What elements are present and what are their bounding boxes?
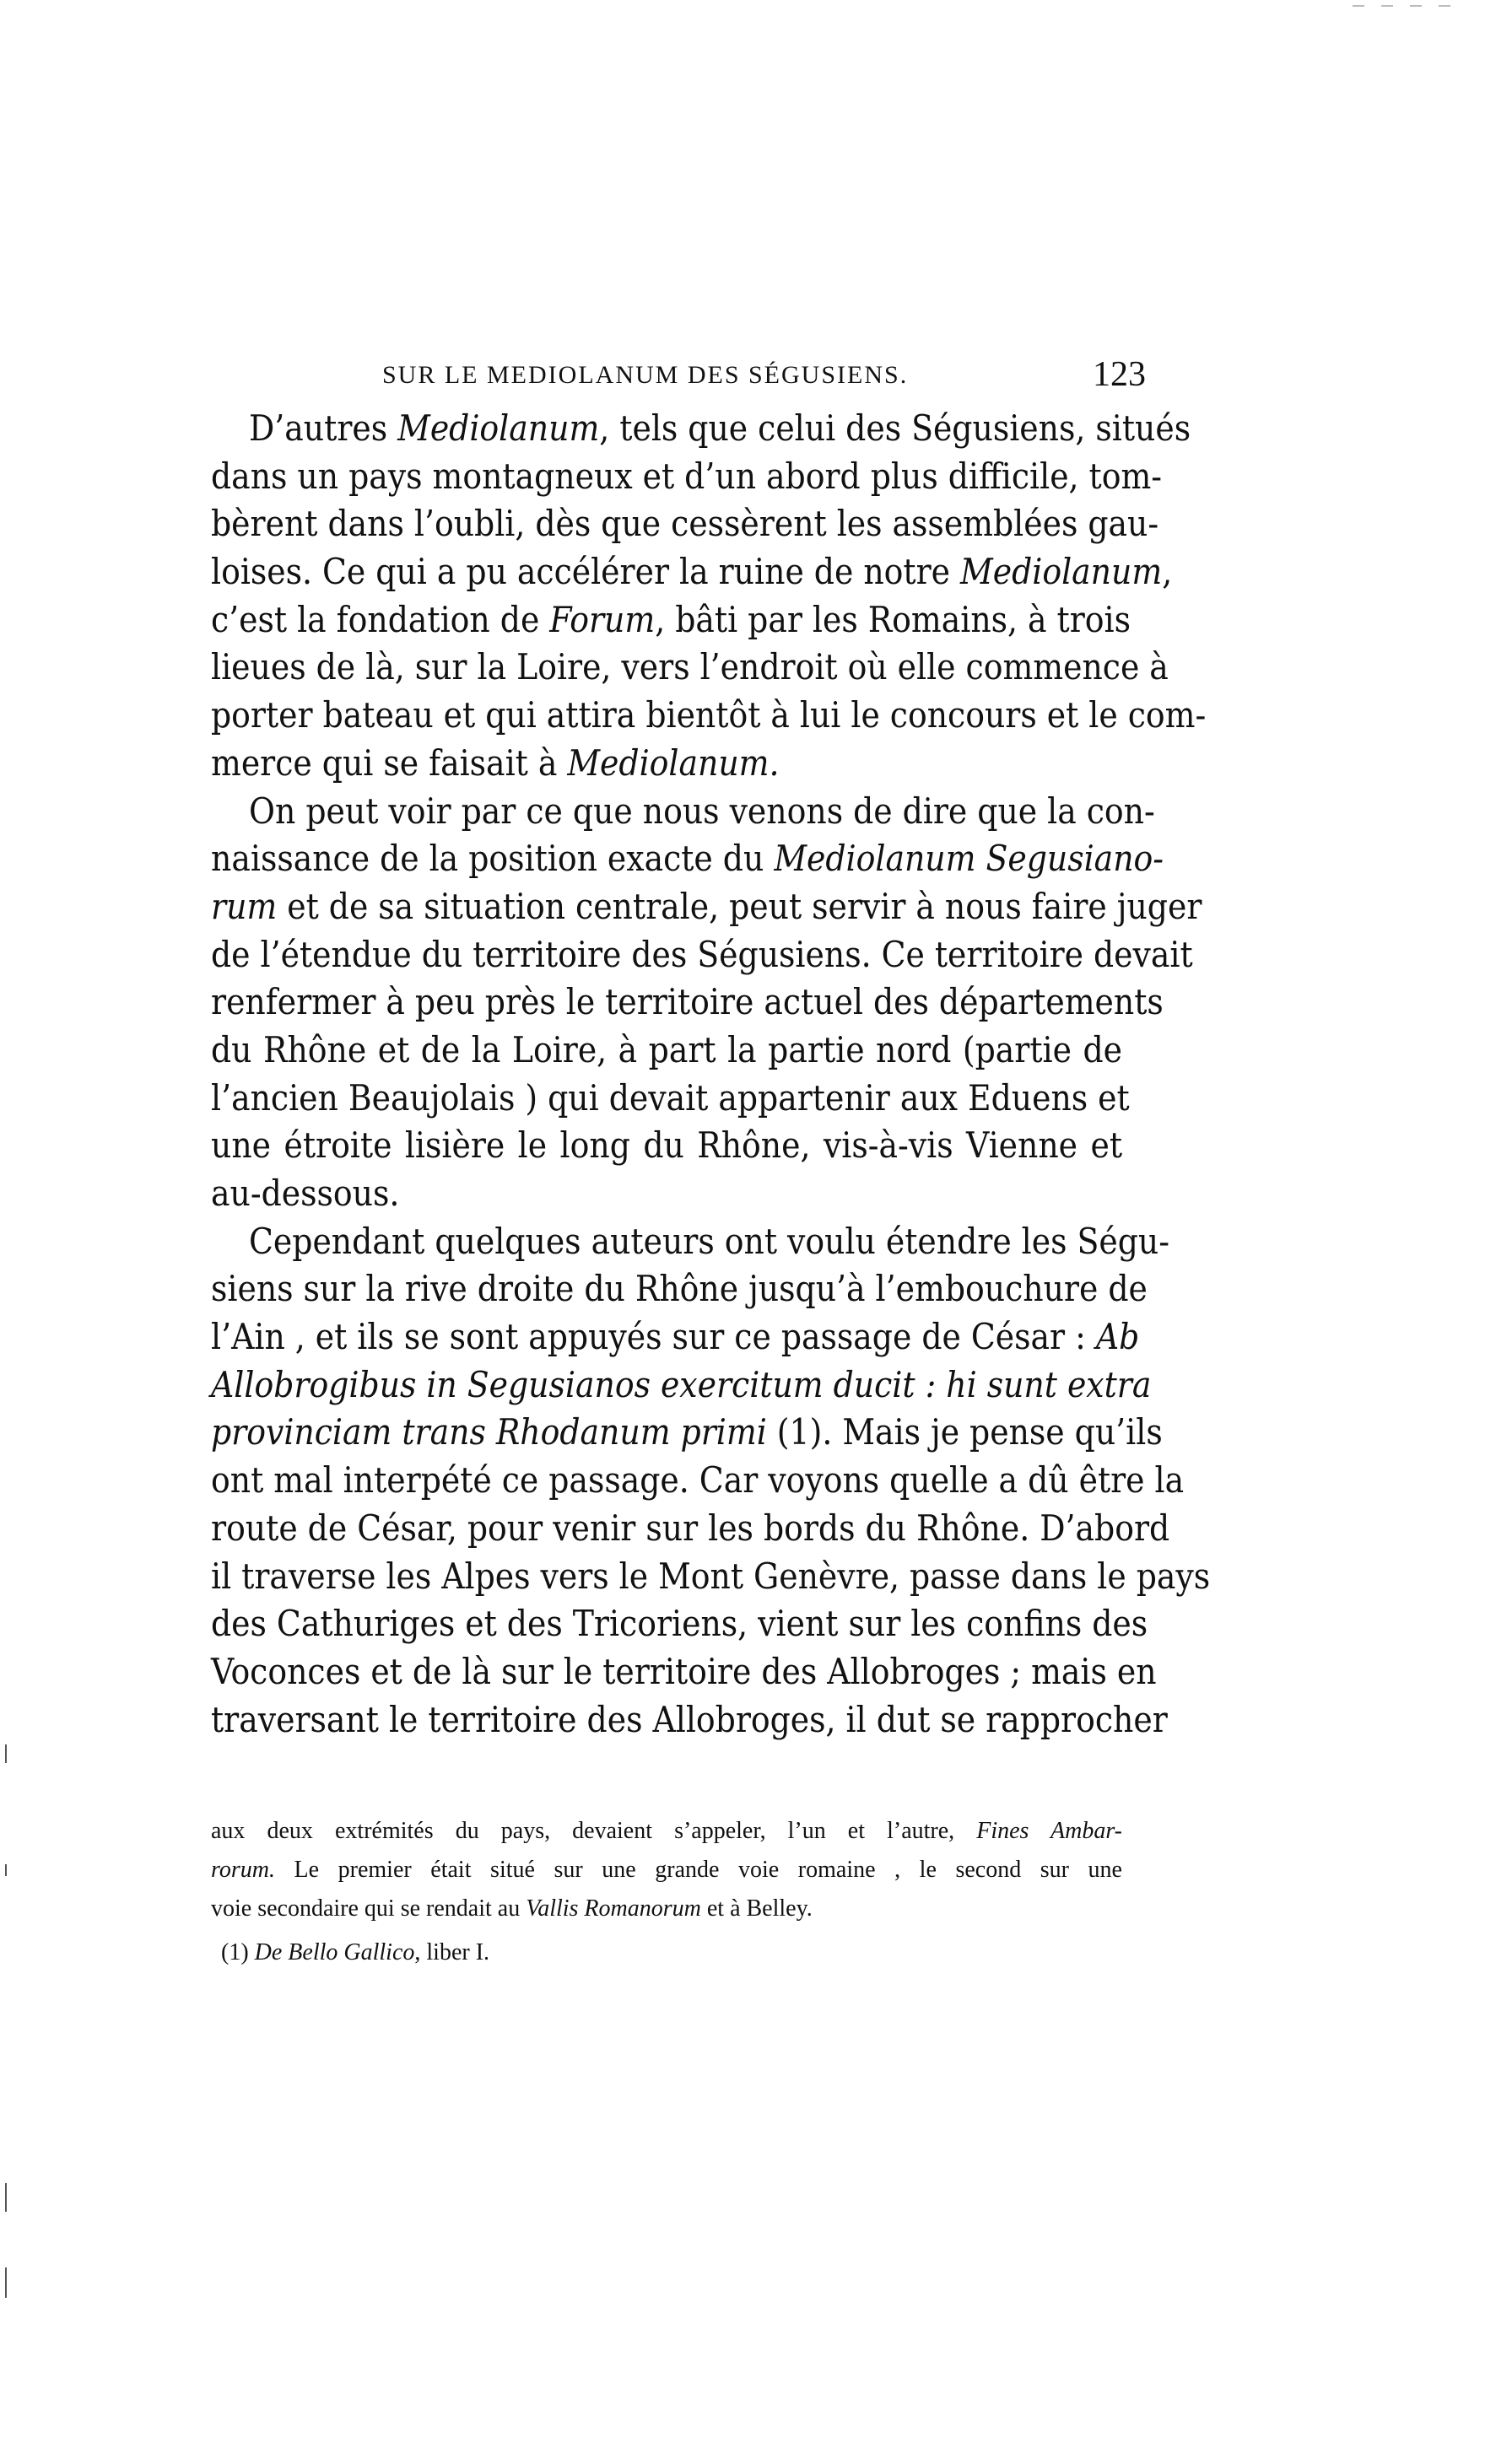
text-run: du Rhône et de la Loire, à part la partie nord (partie de — [211, 1028, 1122, 1070]
text-line — [211, 931, 1193, 979]
text-line — [211, 1553, 1211, 1601]
text-line — [211, 1313, 1140, 1361]
footnote-line — [211, 1812, 1122, 1851]
scan-edge-mark — [1353, 5, 1462, 7]
text-run: loises. Ce qui a pu accélérer la ruine de notre — [211, 551, 961, 593]
text-run: aux deux extrémités du pays, devaient s’appeler, l’un et l’autre, — [211, 1818, 977, 1844]
italic-text: Allobrogibus in Segusianos exercitum ducit : hi sunt extra — [211, 1363, 1152, 1405]
text-run: siens sur la rive droite du Rhône jusqu’à l’embouchure de — [211, 1268, 1148, 1310]
text-line — [211, 1361, 1152, 1410]
text-run: D’autres — [249, 407, 398, 449]
text-line — [211, 835, 1164, 883]
text-run: On peut voir par ce que nous venons de dire que la con- — [249, 790, 1155, 832]
text-run: (1) — [221, 1939, 255, 1965]
text-run: c’est la fondation de — [211, 598, 550, 640]
page-number: 123 — [1093, 355, 1146, 394]
running-title: SUR LE MEDIOLANUM DES SÉGUSIENS. — [382, 361, 909, 389]
footnote-line — [211, 1851, 1122, 1890]
text-run: des Cathuriges et des Tricoriens, vient sur les confins des — [211, 1603, 1148, 1645]
paragraph — [211, 788, 1202, 1218]
italic-text: Mediolanum. — [567, 741, 780, 784]
text-line — [211, 1075, 1130, 1123]
text-line — [211, 405, 1191, 453]
text-run: et à Belley. — [700, 1895, 813, 1922]
paragraph — [211, 1218, 1211, 1744]
page-header — [382, 354, 1146, 396]
text-line — [211, 596, 1131, 644]
text-line — [211, 1027, 1122, 1075]
text-run: Cependant quelques auteurs ont voulu étendre les Ségu- — [249, 1220, 1169, 1262]
italic-text: Mediolanum — [960, 551, 1163, 593]
text-line — [211, 1505, 1170, 1553]
italic-text: rum — [211, 885, 278, 927]
text-run: Voconces et de là sur le territoire des Allobroges ; mais en — [211, 1650, 1157, 1692]
text-run: l’ancien Beaujolais ) qui devait appartenir aux Eduens et — [211, 1076, 1130, 1119]
text-run: bèrent dans l’oubli, dès que cessèrent les assemblées gau- — [211, 503, 1159, 545]
italic-text: rorum. — [211, 1857, 275, 1883]
text-run: traversant le territoire des Allobroges, il dut se rapprocher — [211, 1698, 1168, 1740]
italic-text: Fines Ambar- — [976, 1818, 1122, 1844]
text-run: l’Ain , et ils se sont appuyés sur ce passage de César : — [211, 1316, 1096, 1358]
text-run: , — [1162, 551, 1173, 593]
text-run: renfermer à peu près le territoire actuel des départements — [211, 981, 1164, 1023]
italic-text: Ab — [1095, 1316, 1140, 1358]
text-line — [211, 1409, 1163, 1457]
text-line — [211, 453, 1163, 501]
text-run: naissance de la position exacte du — [211, 838, 775, 880]
text-line — [211, 1122, 1122, 1170]
margin-tick — [5, 2183, 7, 2212]
text-line — [211, 883, 1202, 931]
italic-text: Mediolanum — [397, 407, 600, 449]
italic-text: De Bello Gallico — [254, 1939, 415, 1965]
footnote-line — [211, 1890, 1122, 1928]
footnote-reference — [211, 1933, 1122, 1972]
text-run: lieues de là, sur la Loire, vers l’endroit où elle commence à — [211, 646, 1169, 688]
paragraph — [211, 405, 1207, 788]
text-run: route de César, pour venir sur les bords du Rhône. D’abord — [211, 1507, 1170, 1549]
text-run: il traverse les Alpes vers le Mont Genèvre, passe dans le pays — [211, 1555, 1211, 1597]
text-line — [211, 1648, 1157, 1696]
text-line — [211, 1265, 1148, 1313]
text-run: Le premier était situé sur une grande voie romaine , le second sur une — [274, 1857, 1122, 1883]
text-line — [211, 1170, 1122, 1218]
text-run: dans un pays montagneux et d’un abord plus difficile, tom- — [211, 455, 1163, 497]
italic-text: Forum — [549, 598, 656, 640]
text-line — [211, 740, 1122, 788]
text-run: de l’étendue du territoire des Ségusiens. Ce territoire devait — [211, 933, 1193, 975]
italic-text: Mediolanum Segusiano- — [774, 838, 1164, 880]
text-line — [211, 788, 1155, 836]
text-run: merce qui se faisait à — [211, 741, 568, 784]
text-run: (1). Mais je pense qu’ils — [766, 1411, 1163, 1453]
text-line — [211, 1218, 1169, 1266]
text-run: , tels que celui des Ségusiens, situés — [599, 407, 1191, 449]
text-run: au-dessous. — [211, 1173, 400, 1214]
text-line — [211, 1457, 1185, 1505]
text-line — [211, 644, 1169, 692]
margin-tick — [5, 2267, 7, 2298]
text-line — [211, 692, 1207, 740]
text-run: voie secondaire qui se rendait au — [211, 1895, 527, 1922]
text-line — [211, 500, 1159, 548]
italic-text: Vallis Romanorum — [526, 1895, 701, 1922]
margin-tick — [5, 1864, 7, 1876]
text-run: une étroite lisière le long du Rhône, vis-à-vis Vienne et — [211, 1124, 1122, 1167]
text-run: , bâti par les Romains, à trois — [655, 598, 1131, 640]
text-line — [211, 1696, 1168, 1744]
margin-tick — [5, 1744, 7, 1763]
italic-text: provinciam trans Rhodanum primi — [211, 1411, 767, 1453]
text-run: porter bateau et qui attira bientôt à lui le concours et le com- — [211, 694, 1207, 736]
text-run: , liber I. — [414, 1939, 490, 1965]
body-text — [211, 405, 1211, 1744]
text-run: et de sa situation centrale, peut servir à nous faire juger — [277, 885, 1202, 927]
text-line — [211, 548, 1173, 596]
footnotes — [211, 1812, 1122, 1972]
text-run: ont mal interpété ce passage. Car voyons quelle a dû être la — [211, 1459, 1185, 1502]
text-line — [211, 1600, 1148, 1648]
text-line — [211, 979, 1164, 1027]
